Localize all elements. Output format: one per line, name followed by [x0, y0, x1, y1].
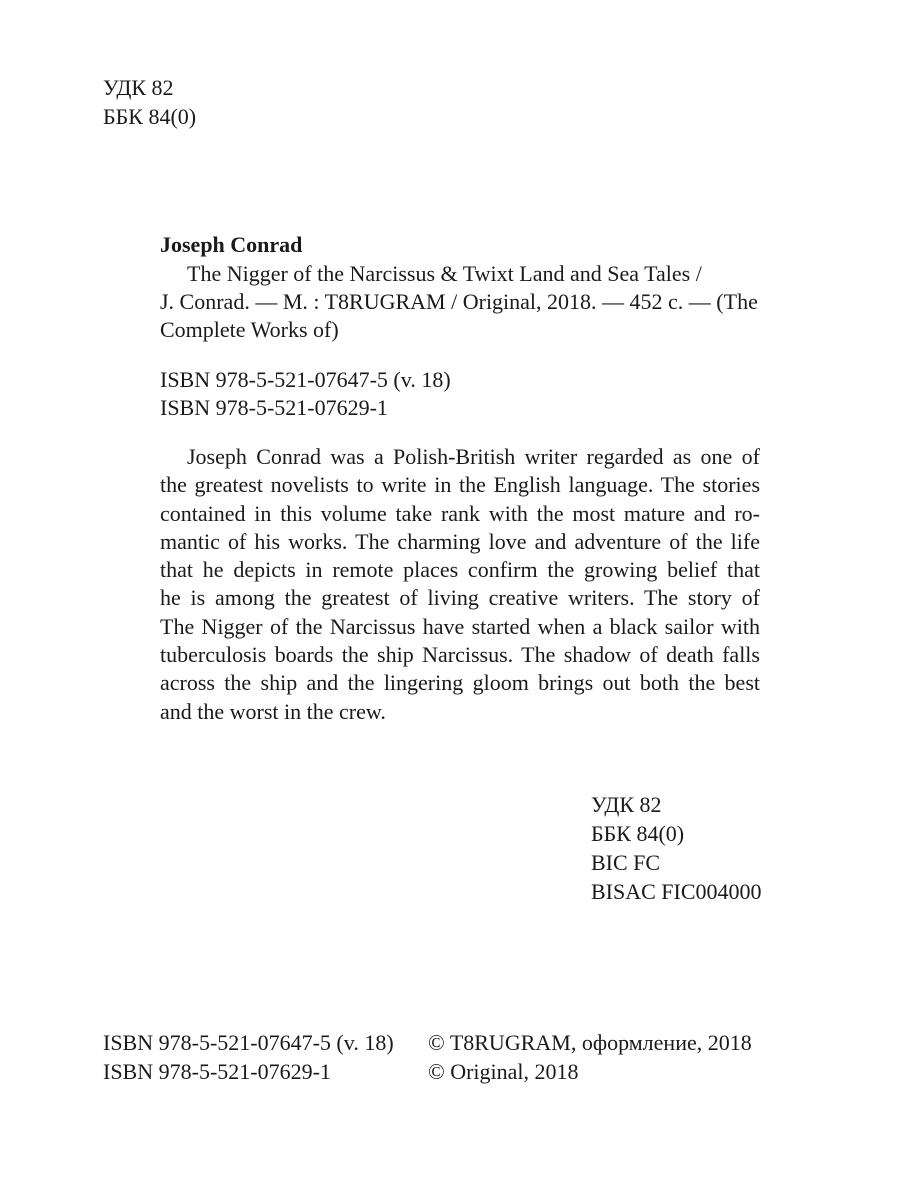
classification-codes — [591, 790, 762, 906]
annotation-line: that he depicts in remote places confirm the growing belief that — [160, 557, 760, 583]
bibliographic-line: J. Conrad. — M. : T8RUGRAM / Original, 2018. — 452 с. — (The — [160, 289, 758, 314]
udk-code: УДК 82 — [591, 792, 662, 817]
bisac-code: BISAC FIC004000 — [591, 879, 762, 904]
annotation-line: contained in this volume take rank with the most mature and ro- — [160, 500, 760, 526]
annotation-line: and the worst in the crew. — [160, 698, 386, 724]
isbn-set: ISBN 978-5-521-07629-1 — [160, 395, 388, 420]
copyright-notice — [428, 1028, 752, 1086]
udk-code: УДК 82 — [103, 75, 174, 100]
bibliographic-line: The Nigger of the Narcissus & Twixt Land and Sea Tales / — [187, 261, 702, 286]
annotation-line: the greatest novelists to write in the English language. The stories — [160, 472, 760, 498]
bbk-code: ББК 84(0) — [591, 821, 685, 846]
bbk-code: ББК 84(0) — [103, 104, 197, 129]
bic-code: BIC FC — [591, 850, 661, 875]
annotation-line: mantic of his works. The charming love and adventure of the life — [160, 528, 760, 554]
annotation-line: he is among the greatest of living creative writers. The story of — [160, 585, 760, 611]
bibliographic-record — [160, 231, 760, 344]
annotation-line: tuberculosis boards the ship Narcissus. The shadow of death falls — [160, 642, 760, 668]
copyright-line: © T8RUGRAM, оформление, 2018 — [428, 1030, 752, 1055]
copyright-line: © Original, 2018 — [428, 1059, 579, 1084]
top-classification-codes — [103, 73, 196, 131]
isbn-set: ISBN 978-5-521-07629-1 — [103, 1059, 331, 1084]
isbn-list — [160, 366, 451, 422]
author-name: Joseph Conrad — [160, 232, 303, 257]
annotation-paragraph — [160, 443, 760, 726]
bottom-isbn-list — [103, 1028, 394, 1086]
isbn-volume: ISBN 978-5-521-07647-5 (v. 18) — [160, 367, 451, 392]
isbn-volume: ISBN 978-5-521-07647-5 (v. 18) — [103, 1030, 394, 1055]
bibliographic-line: Complete Works of) — [160, 317, 339, 342]
annotation-line: The Nigger of the Narcissus have started when a black sailor with — [160, 613, 760, 639]
annotation-line: across the ship and the lingering gloom brings out both the best — [160, 670, 760, 696]
annotation-line: Joseph Conrad was a Polish-British writer regarded as one of — [187, 444, 760, 469]
